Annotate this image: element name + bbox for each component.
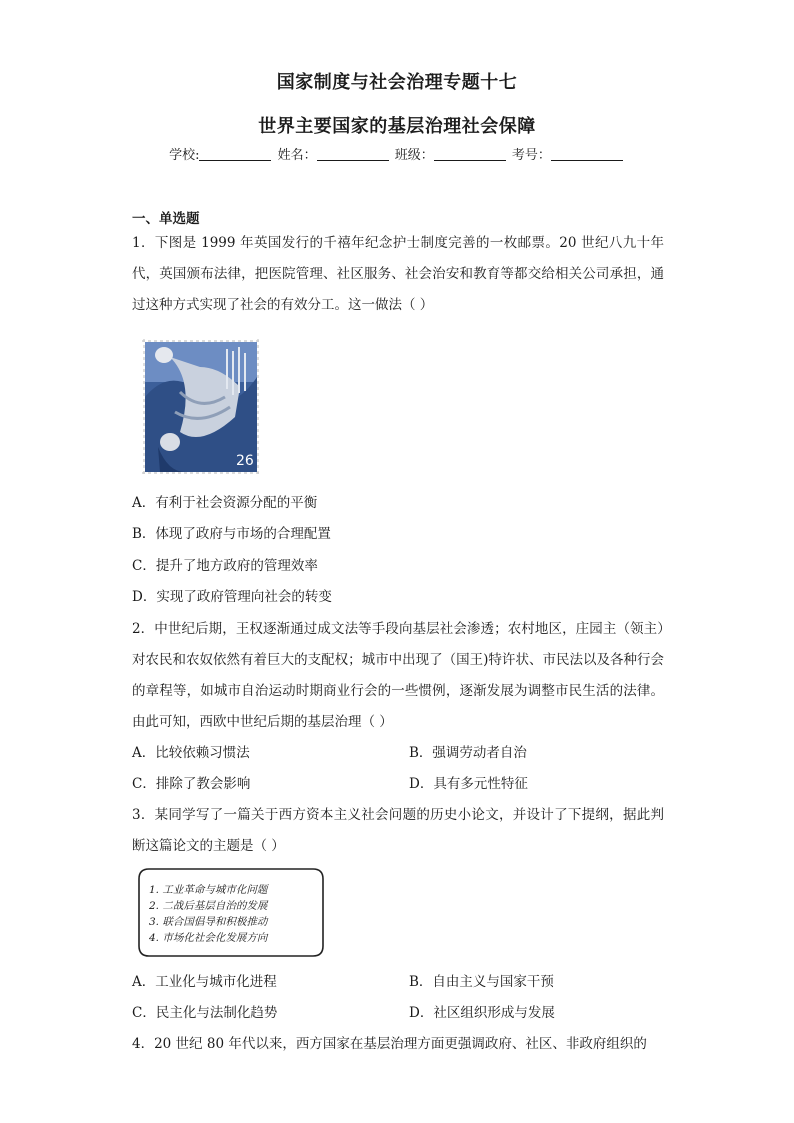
question-1-option-a[interactable]: A．有利于社会资源分配的平衡 (132, 495, 318, 511)
question-3-text: 3．某同学写了一篇关于西方资本主义社会问题的历史小论文，并设计了下提纲，据此判断这篇论文的主题是（ ） (132, 807, 664, 854)
outline-item-2: 2. 二战后基层自治的发展 (149, 900, 268, 912)
question-3-option-c[interactable]: C．民主化与法制化趋势 (132, 1005, 278, 1021)
question-1-option-c[interactable]: C．提升了地方政府的管理效率 (132, 558, 318, 574)
question-2-option-b[interactable]: B．强调劳动者自治 (409, 745, 527, 761)
outline-item-4: 4. 市场化社会化发展方向 (149, 932, 268, 944)
question-4-text: 4．20 世纪 80 年代以来，西方国家在基层治理方面更强调政府、社区、非政府组织的 (132, 1036, 647, 1052)
question-1-option-d[interactable]: D．实现了政府管理向社会的转变 (132, 589, 332, 605)
question-2-text: 2．中世纪后期，王权逐渐通过成文法等手段向基层社会渗透；农村地区，庄园主（领主）对农民和农奴依然有着巨大的支配权；城市中出现了（国王)特许状、市民法以及各种行会的章程等，如城市自治运动时期商业行会的一些惯例，逐渐发展为调整市民生活的法律。由此可知，西欧中世纪后期的基层治理（ ） (132, 621, 664, 730)
stamp-value: 26 (236, 453, 254, 469)
exam-number-blank[interactable] (551, 147, 623, 161)
class-label: 班级： (394, 148, 434, 163)
school-label: 学校: (169, 148, 200, 163)
outline-item-3: 3. 联合国倡导和积极推动 (149, 916, 268, 928)
question-2-option-a[interactable]: A．比较依赖习惯法 (132, 745, 250, 761)
exam-number-label: 考号： (511, 148, 551, 163)
school-blank[interactable] (199, 147, 271, 161)
question-3-option-d[interactable]: D．社区组织形成与发展 (409, 1005, 555, 1021)
question-1-option-b[interactable]: B．体现了政府与市场的合理配置 (132, 526, 331, 542)
stamp-image (140, 337, 262, 477)
question-3-option-a[interactable]: A．工业化与城市化进程 (132, 974, 277, 990)
question-1-text: 1．下图是 1999 年英国发行的千禧年纪念护士制度完善的一枚邮票。20 世纪八九十年代，英国颁布法律，把医院管理、社区服务、社会治安和教育等都交给相关公司承担，通过这种方式实现了社会的有效分工。这一做法（ ） (132, 235, 664, 313)
student-info-line (0, 144, 794, 163)
question-2-option-c[interactable]: C．排除了教会影响 (132, 776, 251, 792)
document-subtitle: 世界主要国家的基层治理社会保障 (258, 116, 536, 137)
document-title: 国家制度与社会治理专题十七 (276, 72, 518, 93)
name-label: 姓名： (277, 148, 317, 163)
class-blank[interactable] (434, 147, 506, 161)
name-blank[interactable] (317, 147, 389, 161)
question-2-option-d[interactable]: D．具有多元性特征 (409, 776, 528, 792)
outline-card (137, 866, 325, 959)
outline-item-1: 1. 工业革命与城市化问题 (149, 884, 268, 896)
question-3-option-b[interactable]: B．自由主义与国家干预 (409, 974, 554, 990)
section-heading: 一、单选题 (132, 211, 200, 227)
